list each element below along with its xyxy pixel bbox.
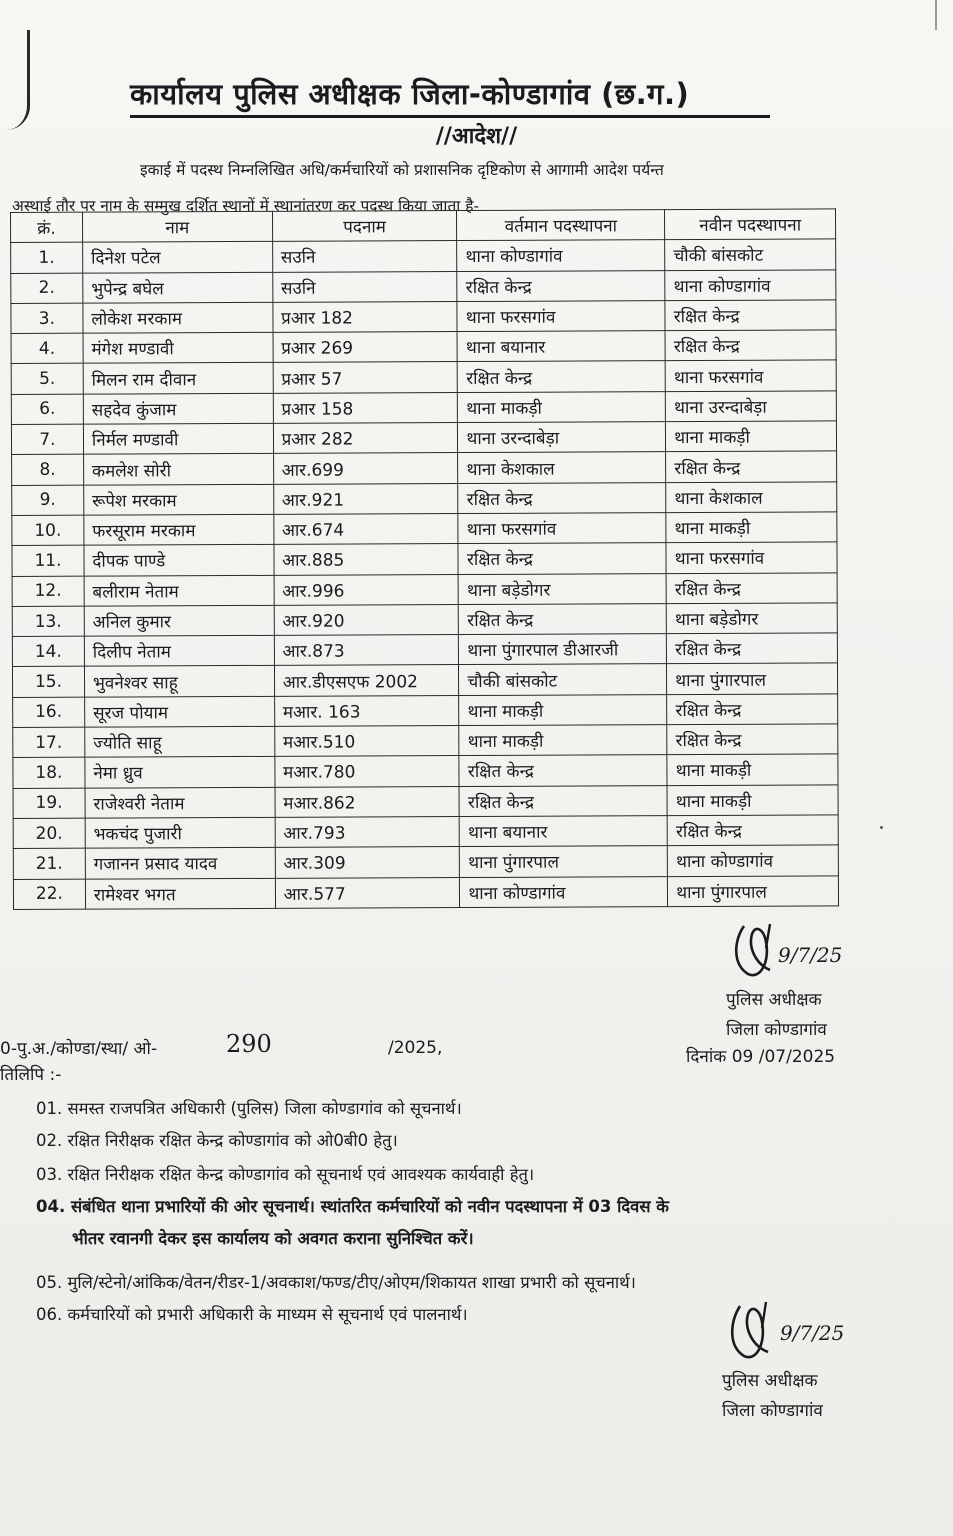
serial-cell: 2. bbox=[11, 273, 83, 304]
designation-cell: आर.873 bbox=[274, 635, 459, 666]
table-row bbox=[12, 512, 837, 546]
name-cell: मिलन राम दीवान bbox=[83, 363, 273, 394]
serial-cell: 8. bbox=[12, 455, 84, 486]
table-row bbox=[13, 785, 838, 819]
new-posting-cell: थाना फरसगांव bbox=[666, 542, 837, 573]
new-posting-cell: रक्षित केन्द्र bbox=[666, 451, 837, 482]
table-row bbox=[12, 451, 837, 485]
serial-cell: 14. bbox=[12, 636, 84, 667]
current-posting-cell: रक्षित केन्द्र bbox=[459, 785, 667, 816]
serial-cell: 10. bbox=[12, 515, 84, 546]
signature-2-date: 9/7/25 bbox=[780, 1321, 845, 1345]
distribution-item-continued: भीतर रवानगी देकर इस कार्यालय को अवगत कराना सुनिश्चित करें। bbox=[72, 1229, 474, 1248]
column-header-name: नाम bbox=[82, 211, 272, 242]
table-row bbox=[12, 572, 837, 606]
serial-cell: 13. bbox=[12, 606, 84, 637]
new-posting-cell: थाना बड़ेडोगर bbox=[666, 603, 837, 634]
table-row bbox=[11, 300, 836, 334]
serial-cell: 6. bbox=[11, 394, 83, 425]
table-row bbox=[12, 633, 837, 667]
designation-cell: मआर. 163 bbox=[274, 695, 459, 726]
current-posting-cell: थाना कोण्डागांव bbox=[460, 876, 668, 907]
table-row bbox=[12, 482, 837, 516]
name-cell: दिनेश पटेल bbox=[82, 242, 272, 273]
table-row bbox=[13, 754, 838, 788]
name-cell: फरसूराम मरकाम bbox=[84, 514, 274, 545]
name-cell: सहदेव कुंजाम bbox=[83, 393, 273, 424]
order-heading: //आदेश// bbox=[435, 124, 518, 149]
copy-label: तिलिपि :- bbox=[0, 1065, 62, 1085]
current-posting-cell: रक्षित केन्द्र bbox=[458, 543, 666, 574]
signatory-district-1: जिला कोण्डागांव bbox=[726, 1020, 827, 1040]
name-cell: राजेश्वरी नेताम bbox=[85, 787, 275, 818]
current-posting-cell: चौकी बांसकोट bbox=[459, 664, 667, 695]
designation-cell: मआर.862 bbox=[275, 786, 460, 817]
table-row bbox=[11, 391, 836, 425]
signatory-designation-2: पुलिस अधीक्षक bbox=[722, 1371, 818, 1391]
order-date: दिनांक 09 /07/2025 bbox=[686, 1047, 836, 1067]
designation-cell: आर.793 bbox=[275, 816, 460, 847]
serial-cell: 16. bbox=[13, 697, 85, 728]
current-posting-cell: थाना फरसगांव bbox=[458, 513, 666, 544]
reference-year: /2025, bbox=[388, 1038, 443, 1058]
column-header-new-posting: नवीन पदस्थापना bbox=[665, 209, 836, 240]
serial-cell: 19. bbox=[13, 788, 85, 819]
table-body bbox=[11, 239, 839, 909]
current-posting-cell: रक्षित केन्द्र bbox=[458, 482, 666, 513]
distribution-item: 03. रक्षित निरीक्षक रक्षित केन्द्र कोण्डागांव को सूचनार्थ एवं आवश्यक कार्यवाही हेतु। bbox=[36, 1165, 535, 1184]
new-posting-cell: थाना कोण्डागांव bbox=[668, 845, 839, 876]
serial-cell: 20. bbox=[13, 818, 85, 849]
intro-line-2: अस्थाई तौर पर नाम के सम्मुख दर्शित स्थानों में स्थानांतरण कर पदस्थ किया जाता है- bbox=[12, 197, 480, 215]
new-posting-cell: रक्षित केन्द्र bbox=[667, 633, 838, 664]
name-cell: कमलेश सोरी bbox=[83, 454, 273, 485]
name-cell: भकचंद पुजारी bbox=[85, 817, 275, 848]
name-cell: अनिल कुमार bbox=[84, 605, 274, 636]
new-posting-cell: थाना माकड़ी bbox=[667, 785, 838, 816]
distribution-item: 02. रक्षित निरीक्षक रक्षित केन्द्र कोण्डागांव को ओ0बी0 हेतु। bbox=[36, 1131, 398, 1150]
designation-cell: आर.920 bbox=[274, 604, 459, 635]
new-posting-cell: थाना माकड़ी bbox=[666, 421, 837, 452]
serial-cell: 15. bbox=[12, 667, 84, 698]
designation-cell: सउनि bbox=[272, 271, 457, 302]
current-posting-cell: थाना फरसगांव bbox=[457, 301, 665, 332]
page-curl-edge bbox=[6, 30, 30, 130]
serial-cell: 4. bbox=[11, 333, 83, 364]
name-cell: नेमा ध्रुव bbox=[85, 757, 275, 788]
designation-cell: प्रआर 158 bbox=[273, 392, 458, 423]
table-row bbox=[13, 694, 838, 728]
serial-cell: 9. bbox=[12, 485, 84, 516]
current-posting-cell: थाना बयानार bbox=[457, 331, 665, 362]
name-cell: सूरज पोयाम bbox=[84, 696, 274, 727]
table-row bbox=[12, 603, 837, 637]
current-posting-cell: रक्षित केन्द्र bbox=[458, 361, 666, 392]
table-row bbox=[13, 724, 838, 758]
designation-cell: आर.699 bbox=[273, 453, 458, 484]
current-posting-cell: थाना पुंगारपाल bbox=[460, 846, 668, 877]
current-posting-cell: रक्षित केन्द्र bbox=[459, 603, 667, 634]
designation-cell: सउनि bbox=[272, 241, 457, 272]
signatory-block-2 bbox=[722, 1366, 823, 1426]
distribution-item: 05. मुलि/स्टेनो/आंकिक/वेतन/रीडर-1/अवकाश/फण्ड/टीए/ओएम/शिकायत शाखा प्रभारी को सूचनार्थ। bbox=[36, 1273, 636, 1292]
table-row bbox=[11, 269, 836, 303]
new-posting-cell: रक्षित केन्द्र bbox=[665, 330, 836, 361]
column-header-designation: पदनाम bbox=[272, 211, 457, 242]
new-posting-cell: रक्षित केन्द्र bbox=[665, 300, 836, 331]
designation-cell: प्रआर 269 bbox=[273, 332, 458, 363]
current-posting-cell: थाना बयानार bbox=[460, 816, 668, 847]
serial-cell: 21. bbox=[13, 848, 85, 879]
name-cell: निर्मल मण्डावी bbox=[83, 423, 273, 454]
signature-1 bbox=[726, 918, 856, 980]
designation-cell: मआर.510 bbox=[274, 726, 459, 757]
designation-cell: आर.885 bbox=[274, 544, 459, 575]
table-row bbox=[11, 239, 836, 273]
new-posting-cell: रक्षित केन्द्र bbox=[667, 694, 838, 725]
signature-2 bbox=[724, 1296, 874, 1364]
serial-cell: 12. bbox=[12, 576, 84, 607]
table-row bbox=[13, 845, 838, 879]
current-posting-cell: रक्षित केन्द्र bbox=[457, 270, 665, 301]
designation-cell: आर.996 bbox=[274, 574, 459, 605]
ink-speck bbox=[880, 826, 883, 829]
serial-cell: 1. bbox=[11, 242, 83, 273]
current-posting-cell: थाना पुंगारपाल डीआरजी bbox=[459, 634, 667, 665]
name-cell: दीपक पाण्डे bbox=[84, 545, 274, 576]
name-cell: बलीराम नेताम bbox=[84, 575, 274, 606]
new-posting-cell: थाना केशकाल bbox=[666, 482, 837, 513]
serial-cell: 3. bbox=[11, 303, 83, 334]
current-posting-cell: थाना कोण्डागांव bbox=[457, 240, 665, 271]
serial-cell: 18. bbox=[13, 758, 85, 789]
designation-cell: प्रआर 57 bbox=[273, 362, 458, 393]
current-posting-cell: थाना केशकाल bbox=[458, 452, 666, 483]
name-cell: दिलीप नेताम bbox=[84, 636, 274, 667]
name-cell: ज्योति साहू bbox=[85, 726, 275, 757]
name-cell: लोकेश मरकाम bbox=[83, 302, 273, 333]
table-header-row bbox=[11, 209, 836, 243]
intro-line-1: इकाई में पदस्थ निम्नलिखित अधि/कर्मचारियों को प्रशासनिक दृष्टिकोण से आगामी आदेश पर्यन्त bbox=[140, 161, 664, 179]
distribution-item: 04. संबंधित थाना प्रभारियों की ओर सूचनार्थ। स्थांतरित कर्मचारियों को नवीन पदस्थापना में 03 दिवस के bbox=[36, 1197, 669, 1216]
designation-cell: मआर.780 bbox=[274, 756, 459, 787]
designation-cell: आर.674 bbox=[273, 514, 458, 545]
table-row bbox=[11, 360, 836, 394]
signature-1-date: 9/7/25 bbox=[778, 943, 843, 967]
reference-number: 290 bbox=[226, 1030, 272, 1058]
current-posting-cell: थाना माकड़ी bbox=[459, 694, 667, 725]
serial-cell: 22. bbox=[13, 879, 85, 910]
signatory-block-1 bbox=[726, 985, 827, 1045]
reference-prefix: 0-पु.अ./कोण्डा/स्था/ ओ- bbox=[0, 1039, 158, 1059]
current-posting-cell: थाना बड़ेडोगर bbox=[459, 573, 667, 604]
table-row bbox=[11, 421, 836, 455]
table-row bbox=[13, 875, 838, 909]
signatory-district-2: जिला कोण्डागांव bbox=[722, 1401, 823, 1421]
serial-cell: 5. bbox=[11, 364, 83, 395]
new-posting-cell: रक्षित केन्द्र bbox=[667, 815, 838, 846]
office-title: कार्यालय पुलिस अधीक्षक जिला-कोण्डागांव (छ.ग.) bbox=[130, 74, 770, 118]
name-cell: मंगेश मण्डावी bbox=[83, 333, 273, 364]
new-posting-cell: थाना पुंगारपाल bbox=[668, 875, 839, 906]
serial-cell: 11. bbox=[12, 545, 84, 576]
new-posting-cell: थाना उरन्दाबेड़ा bbox=[666, 391, 837, 422]
designation-cell: प्रआर 182 bbox=[273, 301, 458, 332]
new-posting-cell: थाना पुंगारपाल bbox=[667, 663, 838, 694]
name-cell: गजानन प्रसाद यादव bbox=[85, 848, 275, 879]
distribution-item: 01. समस्त राजपत्रित अधिकारी (पुलिस) जिला कोण्डागांव को सूचनार्थ। bbox=[36, 1099, 462, 1118]
serial-cell: 7. bbox=[11, 424, 83, 455]
current-posting-cell: थाना माकड़ी bbox=[458, 391, 666, 422]
designation-cell: आर.309 bbox=[275, 847, 460, 878]
new-posting-cell: थाना कोण्डागांव bbox=[665, 269, 836, 300]
signatory-designation-1: पुलिस अधीक्षक bbox=[726, 990, 822, 1010]
serial-cell: 17. bbox=[13, 727, 85, 758]
table-row bbox=[12, 663, 837, 697]
current-posting-cell: थाना उरन्दाबेड़ा bbox=[458, 422, 666, 453]
designation-cell: आर.921 bbox=[273, 483, 458, 514]
current-posting-cell: थाना माकड़ी bbox=[459, 725, 667, 756]
table-row bbox=[13, 815, 838, 849]
new-posting-cell: रक्षित केन्द्र bbox=[666, 572, 837, 603]
name-cell: रूपेश मरकाम bbox=[84, 484, 274, 515]
transfer-table bbox=[10, 208, 839, 909]
column-header-current-posting: वर्तमान पदस्थापना bbox=[457, 210, 665, 241]
paper-edge bbox=[935, 0, 943, 30]
new-posting-cell: थाना माकड़ी bbox=[666, 512, 837, 543]
name-cell: भुवनेश्वर साहू bbox=[84, 666, 274, 697]
table-row bbox=[11, 330, 836, 364]
column-header-serial: क्रं. bbox=[11, 212, 83, 243]
designation-cell: आर.डीएसएफ 2002 bbox=[274, 665, 459, 696]
current-posting-cell: रक्षित केन्द्र bbox=[459, 755, 667, 786]
name-cell: भुपेन्द्र बघेल bbox=[83, 272, 273, 303]
distribution-item: 06. कर्मचारियों को प्रभारी अधिकारी के माध्यम से सूचनार्थ एवं पालनार्थ। bbox=[36, 1305, 468, 1324]
new-posting-cell: थाना माकड़ी bbox=[667, 754, 838, 785]
new-posting-cell: थाना फरसगांव bbox=[665, 360, 836, 391]
designation-cell: प्रआर 282 bbox=[273, 423, 458, 454]
new-posting-cell: चौकी बांसकोट bbox=[665, 239, 836, 270]
new-posting-cell: रक्षित केन्द्र bbox=[667, 724, 838, 755]
name-cell: रामेश्वर भगत bbox=[85, 878, 275, 909]
designation-cell: आर.577 bbox=[275, 877, 460, 908]
table-row bbox=[12, 542, 837, 576]
